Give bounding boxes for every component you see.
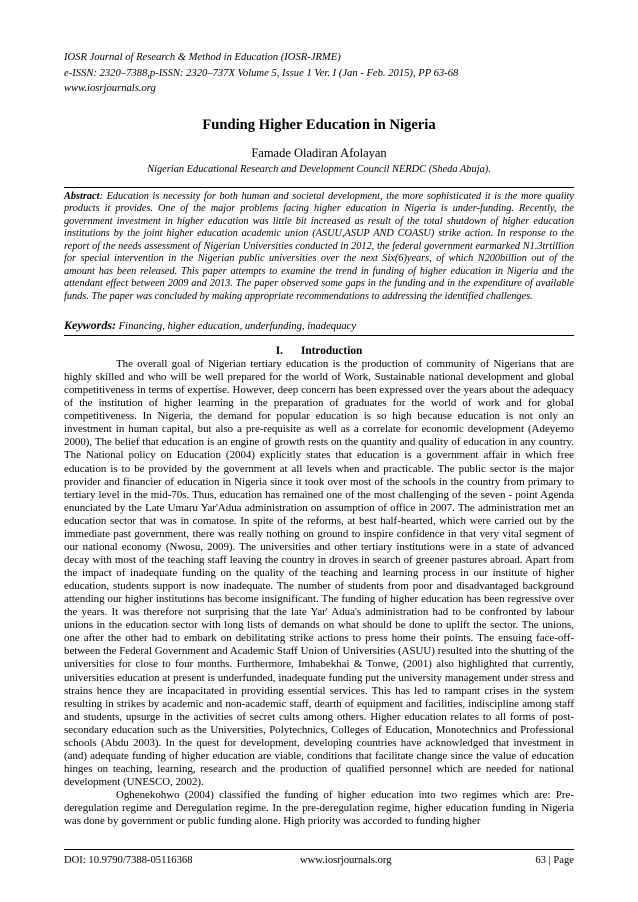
journal-header [64,50,574,97]
footer-rule [64,849,574,850]
author-affiliation: Nigerian Educational Research and Development Council NERDC (Sheda Abuja). [147,164,491,175]
author-name: Famade Oladiran Afolayan [251,146,387,160]
section-title: Introduction [300,345,363,357]
keywords-text: Financing, higher education, underfunding, inadequacy [116,321,357,332]
abstract-top-rule [64,187,574,188]
paragraph: The overall goal of Nigerian tertiary education is the production of community of Nigerians that are highly skilled and who will be well prepared for the world of Work, Sustainable national development and global competitiveness in terms of expertise. However, deep concern has been expressed over the years about the adequacy of the institution of higher learning in the preparation of graduates for the world of work and for global competitiveness. In Nigeria, the demand for popular education is so high because education is not only an investment in human capital, but also a pre-requisite as well as a correlate for economic development (Adeyemo 2000), The belief that education is an engine of growth rests on the quantity and quality of education in any country. The National policy on Education (2004) explicitly states that education is a government affair in which free education is to be provided by the government at all levels when and practicable. The public sector is the major provider and financier of education in Nigeria since it took over most of the schools in the country from primary to tertiary level in the mid-70s. Thus, education has remained one of the most challenging of the seven - point Agenda enunciated by the Late Umaru Yar'Adua administration on assumption of office in 2007. The administration met an education sector that was in comatose. In spite of the reforms, at best half-hearted, which were carried out by the immediate past government, there was really nothing on ground to inspire confidence in that very vital segment of our national economy (Nwosu, 2009). The universities and other tertiary institutions were in a state of advanced decay with most of the teaching staff leaving the country in droves in search of greener pastures abroad. Apart from the impact of inadequate funding on the quality of the teaching and learning process in our institute of higher education, students support is now inadequate. The number of students from poor and disadvantaged background attending our higher institutions has become insignificant. The funding of higher education has been regressive over the years. It was therefore not surprising that the late Yar' Adua's administration had to be confronted by labour unions in the education sector with long lists of demands on what should be done to uplift the sector. The unions, one after the other had to embark on debilitating strike actions to press home their points. The ensuing face-off-between the Federal Government and Academic Staff Union of Universities (ASUU) resulted into the shutting of the universities for close to four months. Furthermore, Imhabekhai & Tonwe, (2001) also highlighted that currently, universities education at present is underfunded, inadequate funding put the university management under stress and strains hence they are incapacitated in providing essential services. This has led to rampant crises in the system resulting in strikes by academic and non-academic staff, dearth of equipment and facilities, indiscipline among staff and students, upsurge in the activities of secret cults among others. Higher education relates to all forms of post-secondary education such as the Universities, Polytechnics, Colleges of Education, Monotechnics and Professional schools (Abdu 2003). In the quest for development, developing countries have acknowledged that investment in (and) adequate funding of higher education are viable, conditions that facilitate change since the value of education hinges on teaching, learning, research and the production of qualified personnel which are needed for national development (UNESCO, 2002). [64,358,574,788]
paragraph: Oghenekohwo (2004) classified the funding of higher education into two regimes which are: Pre-deregulation regime and Deregulation regime. In the pre-deregulation regime, higher education funding in Nigeria was done by government or public funding alone. High priority was accorded to funding higher [64,789,574,828]
journal-issn: e-ISSN: 2320–7388,p-ISSN: 2320–737X Volume 5, Issue 1 Ver. I (Jan - Feb. 2015), PP 63-68 [64,67,459,79]
abstract-label: Abstract [64,191,100,202]
paper-title: Funding Higher Education in Nigeria [202,117,436,133]
abstract [64,191,574,303]
abstract-text: : Education is necessity for both human and societal development, the more sophisticated it is the more quality products it provides. One of the major problems facing higher education in Nigeria is under-funding. Recently, the government investment in higher education was little bit increased as result of the total shutdown of higher education institutions by the joint higher education academic union (ASUU,ASUP AND COASU) strike action. In response to the report of the needs assessment of Nigerian Universities conducted in 2012, the federal government earmarked N1.3trtillion for special intervention in the Nigerian public universities over the next Six(6)years, of which N200billion out of the amount has been released. This paper attempts to examine the trend in funding of higher education in Nigeria and the attendant effect between 2009 and 2013. The paper observed some gaps in the funding and in the expenditure of available funds. The paper was concluded by making appropriate recommendations to addressing the identified challenges. [64,191,574,302]
journal-name: IOSR Journal of Research & Method in Education (IOSR-JRME) [64,52,341,63]
body-text [64,358,574,828]
section-heading [64,345,574,357]
keywords [64,318,574,333]
footer-website: www.iosrjournals.org [300,855,392,866]
section-number: I. [275,345,283,357]
footer-page-number: 63 | Page [535,855,574,866]
abstract-bottom-rule [64,335,574,336]
footer-doi: DOI: 10.9790/7388-05116368 [64,855,193,866]
keywords-label: Keywords: [64,318,116,332]
journal-website: www.iosrjournals.org [64,83,156,94]
